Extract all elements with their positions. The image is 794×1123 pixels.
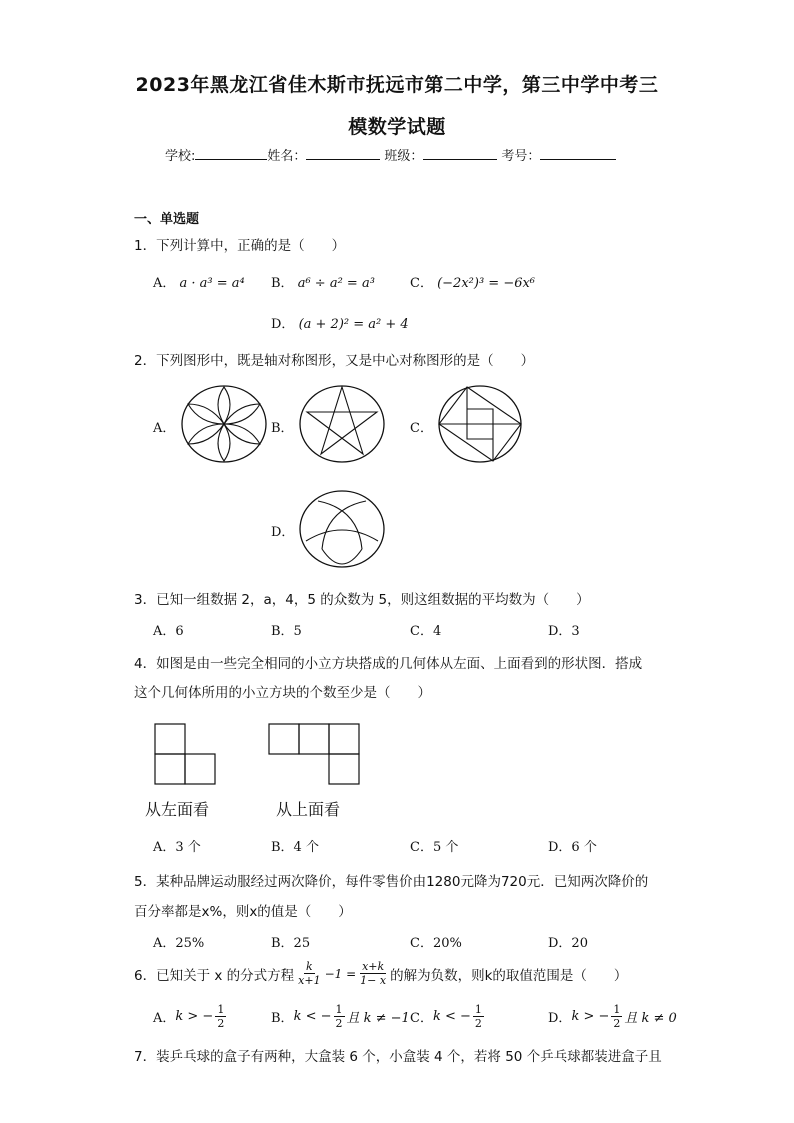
school-label: 学校: [165,149,196,164]
q1-c-text: (−2x²)³ = −6x⁶ [437,276,536,291]
q6-frac1-num: k [306,960,313,973]
q6-a-text: k > − [175,1009,214,1024]
q6-option-c[interactable] [410,1003,486,1030]
q2-c-label: C． [410,421,433,436]
q5-option-b[interactable]: B．25 [271,936,311,951]
q5-stem-line1: 5．某种品牌运动服经过两次降价，每件零售价由1280元降为720元．已知两次降价的 [134,874,649,890]
student-info-line [165,145,616,164]
q6-d-fraction [611,1003,622,1030]
q6-d-text: k > − [571,1009,610,1024]
q6-stem-pre: 6．已知关于 x 的分式方程 [134,967,295,984]
q1-c-label: C． [410,276,433,291]
q2-b-label: B． [271,421,294,436]
q6-c-fraction [473,1003,484,1030]
q6-frac2-num: x+k [362,960,385,973]
star-figure[interactable] [298,384,386,464]
q1-option-b[interactable] [271,272,375,291]
q1-b-text: a⁶ ÷ a² = a³ [297,276,375,291]
name-label: 姓名： [267,149,307,164]
class-blank[interactable] [423,145,497,160]
q1-option-d[interactable] [271,313,409,332]
number-blank[interactable] [540,145,616,160]
q2-d-label: D． [271,525,295,540]
q6-d-label: D． [548,1011,572,1026]
q6-frac2-den: 1− x [360,974,387,987]
q4-option-b[interactable]: B．4 个 [271,840,319,855]
q5-option-a[interactable]: A．25% [153,936,205,951]
q6-c-frac-den: 2 [474,1017,482,1030]
q4-stem-line2: 这个几何体所用的小立方块的个数至少是（ ） [134,685,431,701]
q6-fraction-2 [358,960,388,987]
section-title: 一、单选题 [134,212,200,227]
q6-stem [134,960,627,987]
school-blank[interactable] [195,145,267,160]
q6-frac1-den: x+1 [298,974,321,987]
q1-d-label: D． [271,317,295,332]
q3-option-a[interactable]: A．6 [153,624,184,639]
q2-a-label: A． [153,421,176,436]
left-view-caption: 从左面看 [145,800,210,819]
q3-stem: 3．已知一组数据 2，a，4，5 的众数为 5，则这组数据的平均数为（ ） [134,592,590,608]
top-view-caption: 从上面看 [276,800,341,819]
q5-option-c[interactable]: C．20% [410,936,462,951]
q4-option-d[interactable]: D．6 个 [548,840,597,855]
q1-a-label: A． [153,276,176,291]
q6-a-frac-den: 2 [217,1017,225,1030]
class-label: 班级： [384,149,424,164]
q7-stem-line1: 7．装乒乓球的盒子有两种，大盒装 6 个，小盒装 4 个，若将 50 个乒乓球都装进盒子且 [134,1049,662,1065]
pinwheel-figure[interactable] [437,384,523,464]
q2-stem: 2．下列图形中，既是轴对称图形，又是中心对称图形的是（ ） [134,353,535,369]
q4-option-c[interactable]: C．5 个 [410,840,459,855]
q6-b-text: k < − [293,1009,332,1024]
q1-d-text: (a + 2)² = a² + 4 [298,317,409,332]
q6-d-frac-num: 1 [613,1003,621,1016]
exam-title-line2: 模数学试题 [348,116,446,138]
trefoil-figure[interactable] [298,489,386,569]
q6-a-frac-num: 1 [217,1003,225,1016]
q6-option-d[interactable] [548,1003,677,1030]
q6-d-frac-den: 2 [613,1017,621,1030]
q6-b-fraction [334,1003,345,1030]
q3-option-d[interactable]: D．3 [548,624,580,639]
q6-b-label: B． [271,1011,294,1026]
q6-d-condition: 且 k ≠ 0 [624,1011,677,1026]
q6-c-text: k < − [432,1009,471,1024]
top-view-grid [268,723,362,785]
q5-stem-line2: 百分率都是x%，则x的值是（ ） [134,904,352,920]
q1-option-c[interactable] [410,272,535,291]
q1-stem: 1．下列计算中，正确的是（ ） [134,238,346,254]
q6-option-a[interactable] [153,1003,228,1030]
q4-option-a[interactable]: A．3 个 [153,840,201,855]
q6-a-fraction [215,1003,226,1030]
q6-c-label: C． [410,1011,433,1026]
q6-b-frac-num: 1 [335,1003,343,1016]
number-label: 考号： [501,149,541,164]
q6-stem-post: 的解为负数，则k的取值范围是（ ） [390,967,628,984]
q3-option-c[interactable]: C．4 [410,624,442,639]
q1-option-a[interactable] [153,272,245,291]
q6-c-frac-num: 1 [474,1003,482,1016]
name-blank[interactable] [306,145,380,160]
left-view-grid [154,723,218,785]
q6-option-b[interactable] [271,1003,410,1030]
q6-fraction-1 [296,960,322,987]
q1-b-label: B． [271,276,294,291]
q6-minus-one: −1 = [324,966,357,981]
q6-b-condition: 且 k ≠ −1 [346,1011,410,1026]
q6-a-label: A． [153,1011,176,1026]
q4-stem-line1: 4．如图是由一些完全相同的小立方块搭成的几何体从左面、上面看到的形状图．搭成 [134,656,643,672]
q6-b-frac-den: 2 [335,1017,343,1030]
exam-title-line1: 2023年黑龙江省佳木斯市抚远市第二中学，第三中学中考三 [135,74,659,96]
q5-option-d[interactable]: D．20 [548,936,588,951]
flower-figure[interactable] [180,384,268,464]
q1-a-text: a · a³ = a⁴ [179,276,245,291]
q3-option-b[interactable]: B．5 [271,624,302,639]
